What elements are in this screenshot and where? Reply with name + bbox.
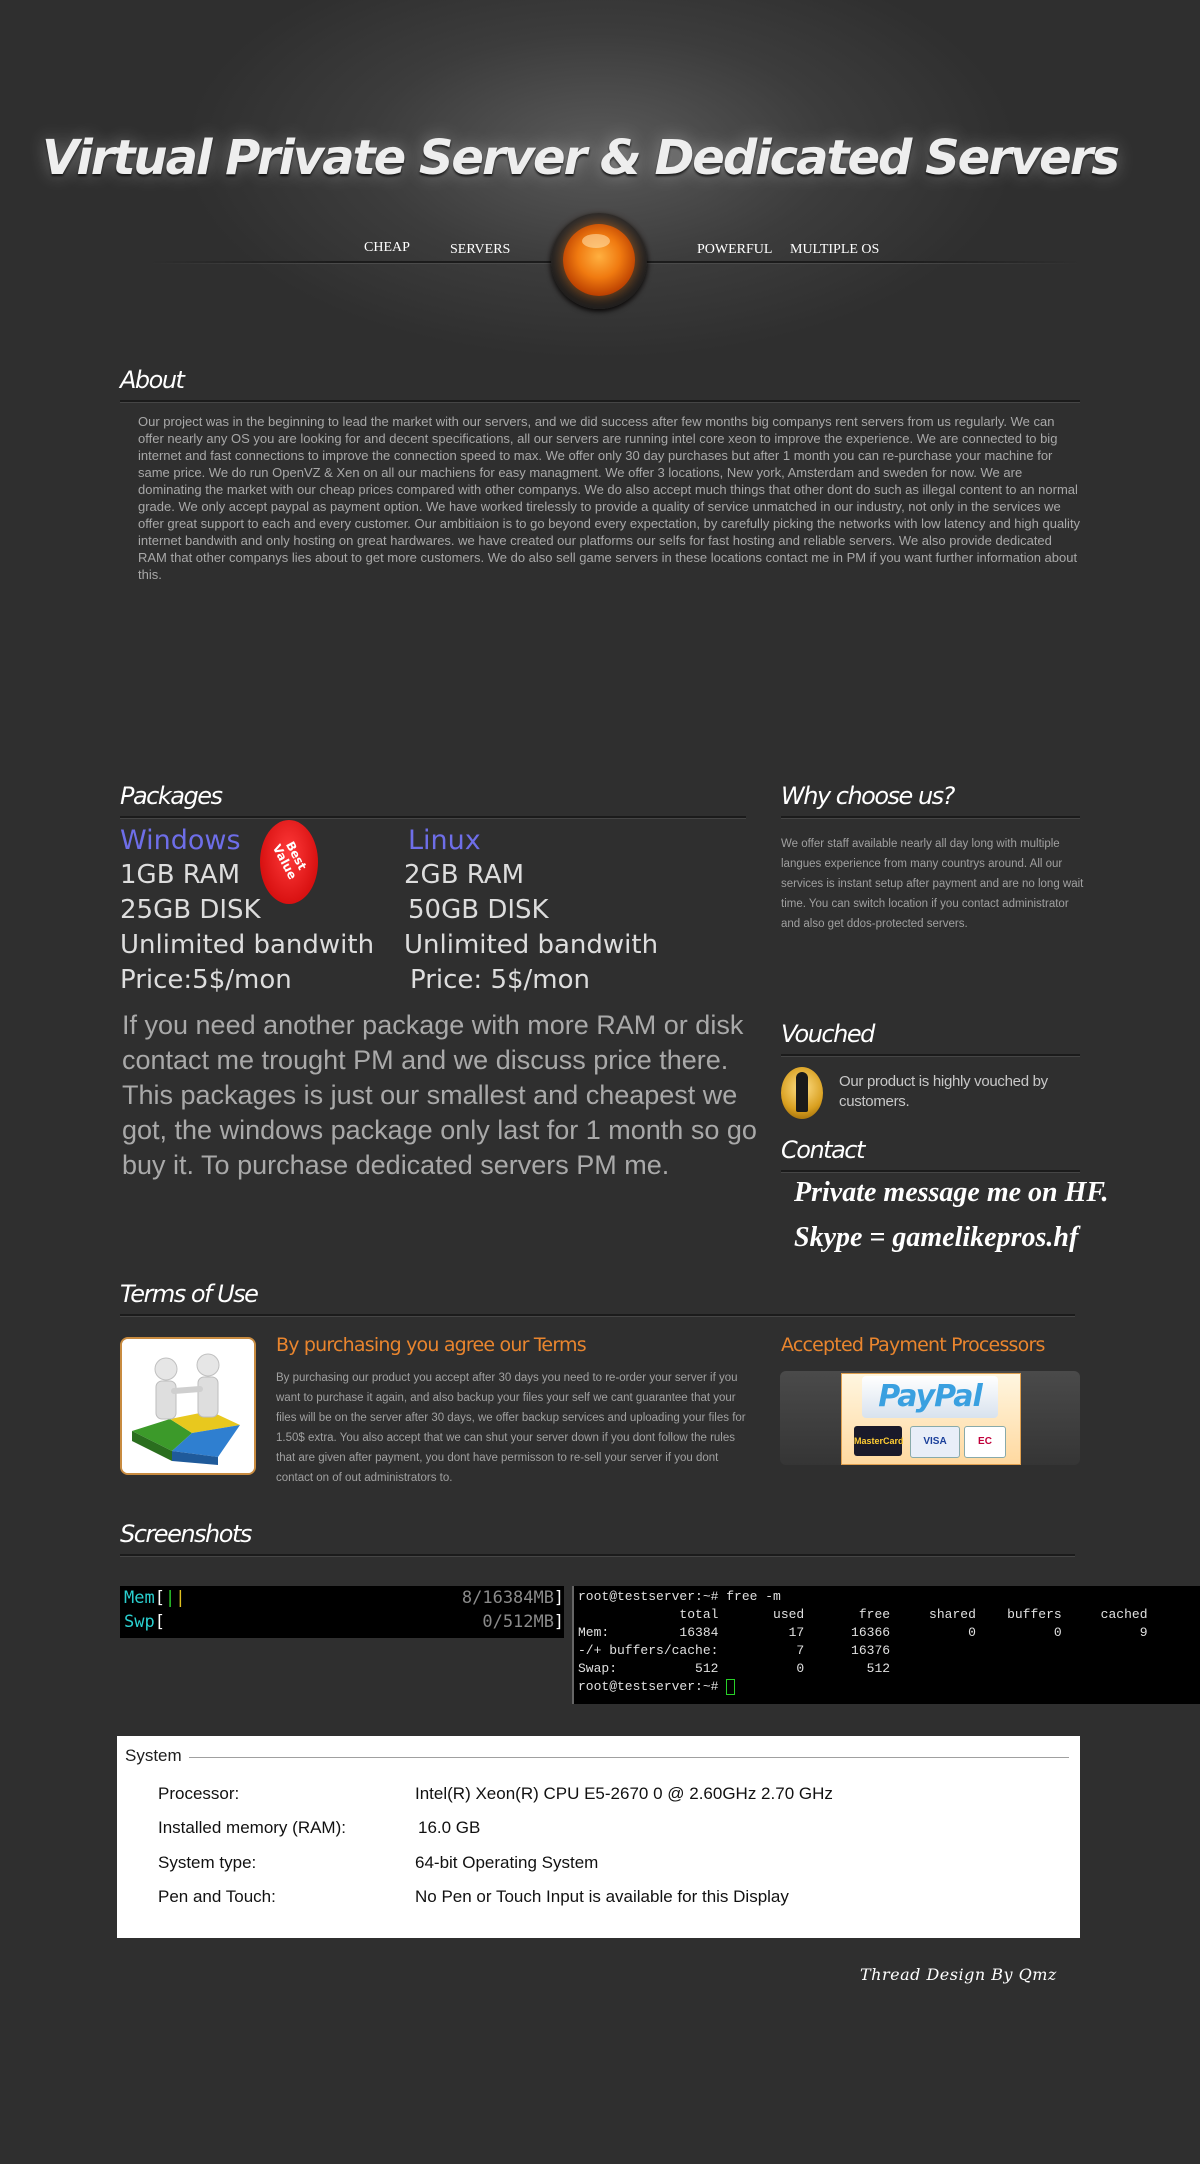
vouched-rule bbox=[781, 1054, 1080, 1057]
terminal-cursor bbox=[726, 1679, 735, 1695]
mastercard-icon: MasterCard bbox=[854, 1426, 902, 1456]
contact-skype: Skype = gamelikepros.hf bbox=[794, 1222, 1079, 1253]
best-value-badge-text: Best Value bbox=[269, 839, 310, 882]
windows-disk: 25GB DISK bbox=[120, 895, 261, 925]
linux-disk: 50GB DISK bbox=[408, 895, 549, 925]
packages-note: If you need another package with more RAM or disk contact me trought PM and we discuss price there. This packages is just our smallest and cheapest we got, the windows package only last for 1 month so go buy it. To purchase dedicated servers PM me. bbox=[122, 1010, 757, 1180]
pen-touch-label: Pen and Touch: bbox=[158, 1887, 276, 1906]
page-title: Virtual Private Server & Dedicated Servers bbox=[42, 130, 1118, 186]
terms-heading: Terms of Use bbox=[120, 1280, 258, 1308]
system-title: System bbox=[125, 1746, 182, 1765]
processor-value: Intel(R) Xeon(R) CPU E5-2670 0 @ 2.60GHz 2.70 GHz bbox=[415, 1784, 833, 1803]
windows-bandwidth: Unlimited bandwith bbox=[120, 930, 375, 960]
contact-heading: Contact bbox=[781, 1136, 864, 1164]
terms-rule bbox=[120, 1314, 1075, 1317]
orb-highlight bbox=[582, 234, 610, 248]
memory-label: Installed memory (RAM): bbox=[158, 1818, 346, 1837]
system-info-screenshot bbox=[117, 1736, 1080, 1938]
nav-item-powerful[interactable]: POWERFUL bbox=[697, 242, 773, 257]
pen-touch-value: No Pen or Touch Input is available for this Display bbox=[415, 1887, 789, 1906]
nav-item-cheap[interactable]: CHEAP bbox=[364, 240, 410, 255]
nav-item-servers[interactable]: SERVERS bbox=[450, 242, 511, 257]
why-heading: Why choose us? bbox=[781, 782, 954, 810]
screenshots-heading: Screenshots bbox=[120, 1520, 251, 1548]
terms-subheading: By purchasing you agree our Terms bbox=[276, 1334, 586, 1356]
paypal-pal: Pal bbox=[934, 1379, 982, 1414]
payment-heading: Accepted Payment Processors bbox=[781, 1334, 1045, 1356]
windows-package-name: Windows bbox=[120, 825, 241, 856]
about-heading: About bbox=[120, 366, 184, 394]
system-title-rule bbox=[189, 1757, 1069, 1758]
free-command-screenshot bbox=[572, 1586, 1200, 1704]
about-rule bbox=[120, 400, 1080, 403]
packages-rule bbox=[120, 816, 746, 819]
screenshots-rule bbox=[120, 1554, 1075, 1557]
linux-ram: 2GB RAM bbox=[404, 860, 525, 890]
contact-rule bbox=[781, 1170, 1080, 1173]
linux-price: Price: 5$/mon bbox=[410, 965, 591, 995]
why-rule bbox=[781, 816, 1080, 819]
linux-package-name: Linux bbox=[408, 825, 481, 856]
htop-screenshot: Mem[|| 8/16384MB ] Swp[ 0/512MB ] bbox=[120, 1586, 564, 1638]
processor-label: Processor: bbox=[158, 1784, 240, 1803]
contact-hf: Private message me on HF. bbox=[794, 1177, 1109, 1208]
footer-signature: Thread Design By Qmz bbox=[860, 1965, 1057, 1984]
htop-mem-value: 8/16384MB bbox=[461, 1588, 554, 1608]
packages-heading: Packages bbox=[120, 782, 222, 810]
vouched-text: Our product is highly vouched by customers. bbox=[839, 1073, 1048, 1110]
vouched-heading: Vouched bbox=[781, 1020, 874, 1048]
about-text: Our project was in the beginning to lead the market with our servers, and we did success after few months big companys rent servers from us regularly. We can offer nearly any OS you are looking for and decent specifications, all our servers are running intel core xeon to improve the experience. We are connected to big internet and fast connections to improve the connection speed to max. We offer only 30 day purchases but after 1 month you can re-purchase your machine for same price. We do run OpenVZ & Xen on all our machiens for easy managment. We offer 3 locations, New york, Amsterdam and sweden for now. We are dominating the market with our cheap prices compared with other companys. We do also accept much things that other dont do such as illegal content to an normal grade. We only accept paypal as payment option. We have worked tirelessly to provide a quality of service unmatched in our industry, not only in the services we offer great support to each and every customer. Our ambitiaion is to go beyond every expectation, by carefully picking the networks with low latency and high quality internet bandwith and only hosting on great hardwares. we have created our platforms our selfs for fast hosting and reliable servers. We also provide dedicated RAM that other companys lies about to get more customers. We do also sell game servers in these locations contact me in PM if you want further information about this. bbox=[138, 414, 1081, 582]
windows-price: Price:5$/mon bbox=[120, 965, 292, 995]
free-output: root@testserver:~# free -m total used free shared buffers cached Mem: 16384 17 16366 0 0 9 -/+ buffers/cache: 7 16376 Swap: 512 0 512 root@testserver:~# bbox=[578, 1589, 1148, 1694]
linux-bandwidth: Unlimited bandwith bbox=[404, 930, 659, 960]
handshake-puzzle-icon bbox=[122, 1339, 254, 1473]
trophy-figure bbox=[796, 1072, 808, 1112]
windows-ram: 1GB RAM bbox=[120, 860, 241, 890]
htop-swp-value: 0/512MB bbox=[482, 1612, 554, 1632]
visa-icon: VISA bbox=[910, 1426, 960, 1458]
handshake-puzzle-image bbox=[120, 1337, 256, 1475]
htop-swp-label: Swp bbox=[124, 1612, 155, 1632]
htop-mem-label: Mem bbox=[124, 1588, 155, 1608]
ec-card-icon: EC bbox=[964, 1426, 1006, 1458]
terms-text: By purchasing our product you accept after 30 days you need to re-order your server if you want to purchase it again, and also backup your files your self we cant guarantee that your files will be on the server after 30 days, we offer backup services and uploading your files for 1.50$ extra. You also accept that we can shut your server down if you dont follow the rules that are given after payment, you dont have permisson to re-sell your server if you dont contact on of out administrators to. bbox=[276, 1372, 746, 1484]
paypal-logo bbox=[862, 1376, 998, 1418]
why-text: We offer staff available nearly all day long with multiple langues experience from many countrys around. All our services is instant setup after payment and are no long wait time. You can switch location if you contact administrator and also get ddos-protected servers. bbox=[781, 838, 1084, 930]
nav-item-multiple-os[interactable]: MULTIPLE OS bbox=[790, 242, 880, 257]
system-type-label: System type: bbox=[158, 1853, 257, 1872]
paypal-pay: Pay bbox=[878, 1379, 935, 1414]
system-type-value: 64-bit Operating System bbox=[415, 1853, 599, 1872]
header-glow bbox=[0, 0, 1200, 420]
memory-value: 16.0 GB bbox=[418, 1818, 481, 1837]
